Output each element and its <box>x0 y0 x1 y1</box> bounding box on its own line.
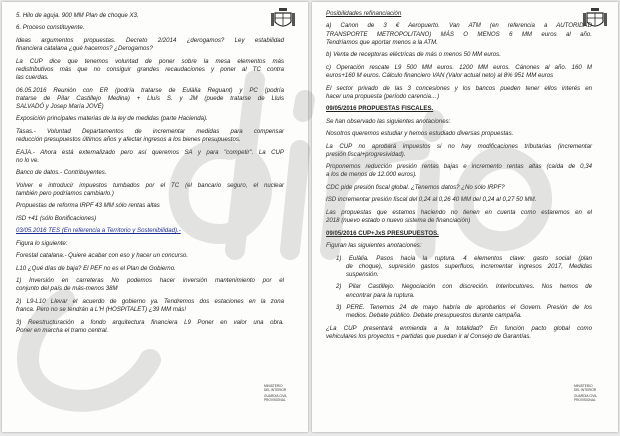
text-line: La CUP no aprobará impuestos si no hay modificaciones tributarias (incrementar <box>326 142 592 150</box>
ministry-stamp <box>264 384 304 402</box>
text-line: c) Operación rescate L9 500 MM euros. 1200 MM euros. Cánones al año. 160 M <box>326 63 592 71</box>
text-line: Exposición principales materias de la ley de medidas (parte Hacienda). <box>16 115 208 123</box>
text-line: no lo ve. <box>16 156 40 164</box>
section-heading: 09/05/2016 PROPUESTAS FISCALES. <box>326 105 434 113</box>
stamp-line: DEL INTERIOR <box>264 388 287 392</box>
text-line: encontrar para la ruptura. <box>346 291 415 299</box>
text-line: redistributivos más que no consiguir grandes recaudaciones y poner al TC contra <box>16 65 284 73</box>
text-line: Figura lo siguiente: <box>16 239 68 247</box>
text-line: Poner en marcha el tramo central. <box>16 326 109 334</box>
text-line: Volver e introducir impuestos tumbados por el TC (el bancario seguro, el nuclear <box>16 181 284 189</box>
text-line: vehiculares los proyectos + partidas que puedan ir al Consejo de Garantías. <box>326 332 532 340</box>
text-line: b) Venta de receptoras eléctricas de más o menos 50 MM euros. <box>326 51 501 59</box>
text-line: ¿La CUP presentará enmienda a la totalidad? En función pacto global como <box>326 324 592 332</box>
document-page-left <box>2 2 308 432</box>
stamp-line: PROVISIONAL <box>574 398 596 402</box>
text-line: Proponemos reducción presión rentas bajas e incremento rentas altas (caída de 0,34 <box>326 163 592 171</box>
text-line: 5. Hilo de aguja. 900 MM Plan de choque X3. <box>16 12 139 19</box>
text-line: medios. Debate público. Debate presupuestos durante campaña. <box>346 312 522 320</box>
text-line: 2) L9-L10 Llevar el acuerdo de gobierno ya. Tendremos dos estaciones en la zona <box>16 297 284 305</box>
text-line: hacer una propuesta (período carencia…) <box>326 92 440 100</box>
text-line: presión fiscal+progresividad). <box>326 150 406 158</box>
stamp-line: MINISTERIO <box>264 384 283 388</box>
text-line: 2) Pilar Castillejo. Negociación con discreción. Interlocutores. Nos hemos de <box>336 283 592 291</box>
text-line: Ideas argumentos propuestas. Decreto 2/2014 ¿derogamos? Ley estabilidad <box>16 36 284 44</box>
text-line: 1) Inversión en carreteras No podemos hacer inversión mantenimiento por el <box>16 277 284 285</box>
stamp-line: MINISTERIO <box>574 384 593 388</box>
right-page-text <box>326 10 592 341</box>
text-line: 3) PERE. Tenemos 24 de mayo habría de aprobarlos el Govern. Presión de los <box>336 304 592 312</box>
text-line: de choque), supresión gastos superfluos, incrementar ingresos 2017, Medidas <box>346 262 592 270</box>
text-line: Forestal catalana.- Quiere acabar con eso y hacer un concurso. <box>16 252 189 260</box>
section-heading: Posibilidades refinanciación <box>326 10 402 17</box>
text-line: conjunto del país de más-menos 38M <box>16 285 118 293</box>
text-line: 6. Proceso constituyente. <box>16 24 85 32</box>
text-line: las cuerdas. <box>16 74 49 82</box>
text-line: El sector privado de las 3 concesiones y los bancos pueden tener ellos interés en <box>326 84 592 92</box>
text-line: suspensión. <box>346 270 379 278</box>
ministry-stamp <box>574 384 614 402</box>
stamp-line: GUARDIA CIVIL <box>264 394 288 398</box>
text-line: Tendríamos que aportar menos a la ATM. <box>326 38 438 46</box>
stamp-line: PROVISIONAL <box>264 398 286 402</box>
text-line: tratarse de Pilar Castillejo Medina) + Lluís S. y JM (puede tratarse de Lluis <box>16 94 284 102</box>
text-line: 06.05.2016 Reunión con ER (podría tratarse de Eulàlia Reguant) y PC (podría <box>16 86 284 94</box>
document-page-right <box>312 2 618 432</box>
text-line: Banco de datos.- Contribuyentes. <box>16 169 107 177</box>
text-line: La CUP dice que tenemos voluntad de poner sobre la mesa elementos más <box>16 57 284 65</box>
text-line: Las propuestas que estamos haciendo no tienen en cuenta como estaremos en el <box>326 208 592 216</box>
text-line: ISD incrementar presión fiscal del 0,24 al 0,26 40 MM del 0,24 al 0,27 50 MM. <box>326 196 537 204</box>
text-line: TRANSPORTE METROPOLITANO) MÁS O MENOS 6 MM euros al año. <box>326 30 592 38</box>
text-line: Figuran las siguientes anotaciones: <box>326 242 422 250</box>
text-line: 1) Eulàlia. Pasos hacia la ruptura. 4 elementos clave: gasto social (plan <box>336 254 592 262</box>
text-line: 3) Reestructuración a fondo arquitectura financiera L9 Poner en valor una obra. <box>16 318 284 326</box>
text-line: a los de menos de 12.000 euros). <box>326 171 417 179</box>
text-line: CDC pide presión fiscal global. ¿Tenemos datos? ¿No sólo IRPF? <box>326 183 505 191</box>
text-line: ISD +41 (sólo Bonificaciones) <box>16 214 97 222</box>
text-line: Tasas.- Voluntad Departamentos de incrementar medidas para compensar <box>16 127 284 135</box>
text-line: a) Canon de 3 € Aeropuerto. Van ATM (en referencia a AUTORIDAD <box>326 22 592 30</box>
text-line: financiera catalana ¿qué hacemos? ¿Derogamos? <box>16 45 153 53</box>
stamp-line: GUARDIA CIVIL <box>574 394 598 398</box>
text-line: reducción presupuestos últimos años y afectar ingresos a los bienes presupuestos. <box>16 136 241 144</box>
left-page-text <box>16 12 284 335</box>
text-line: EAJA.- Ahora está externalizado pero así queremos SA y para "competir". La CUP <box>16 148 284 156</box>
text-line: franca. Pero no se tendrán a L'H (HOSPITALET) ¿39 MM más! <box>16 306 187 314</box>
text-line: Nosotros queremos estudiar y hemos estudiado diversas propuestas. <box>326 130 514 138</box>
section-heading: 09/05/2016 CUP+JxS PRESUPUESTOS. <box>326 229 439 237</box>
text-line: SALVADÓ y Josep María JOVÉ) <box>16 102 104 110</box>
stamp-line: DEL INTERIOR <box>574 388 597 392</box>
section-heading: 03/05.2016 TES (En referencia a Territorio y Sostenibilidad).- <box>16 227 181 235</box>
text-line: L10 ¿Qué días de baja? El PEF no es el Plan de Gobierno. <box>16 264 176 272</box>
text-line: Propuestas de reforma IRPF 43 MM sólo rentas altas <box>16 202 160 210</box>
text-line: euros+160 M euros. Cálculo financiero VAN (Valor actual neto) al 8% 951 MM euros <box>326 72 554 80</box>
text-line: 2018 (nuevo estado o nuevo sistema de financiación) <box>326 217 471 225</box>
text-line: Se han observado las siguientes anotaciones: <box>326 117 451 125</box>
text-line: también pero podríamos cambiarlo.) <box>16 189 114 197</box>
